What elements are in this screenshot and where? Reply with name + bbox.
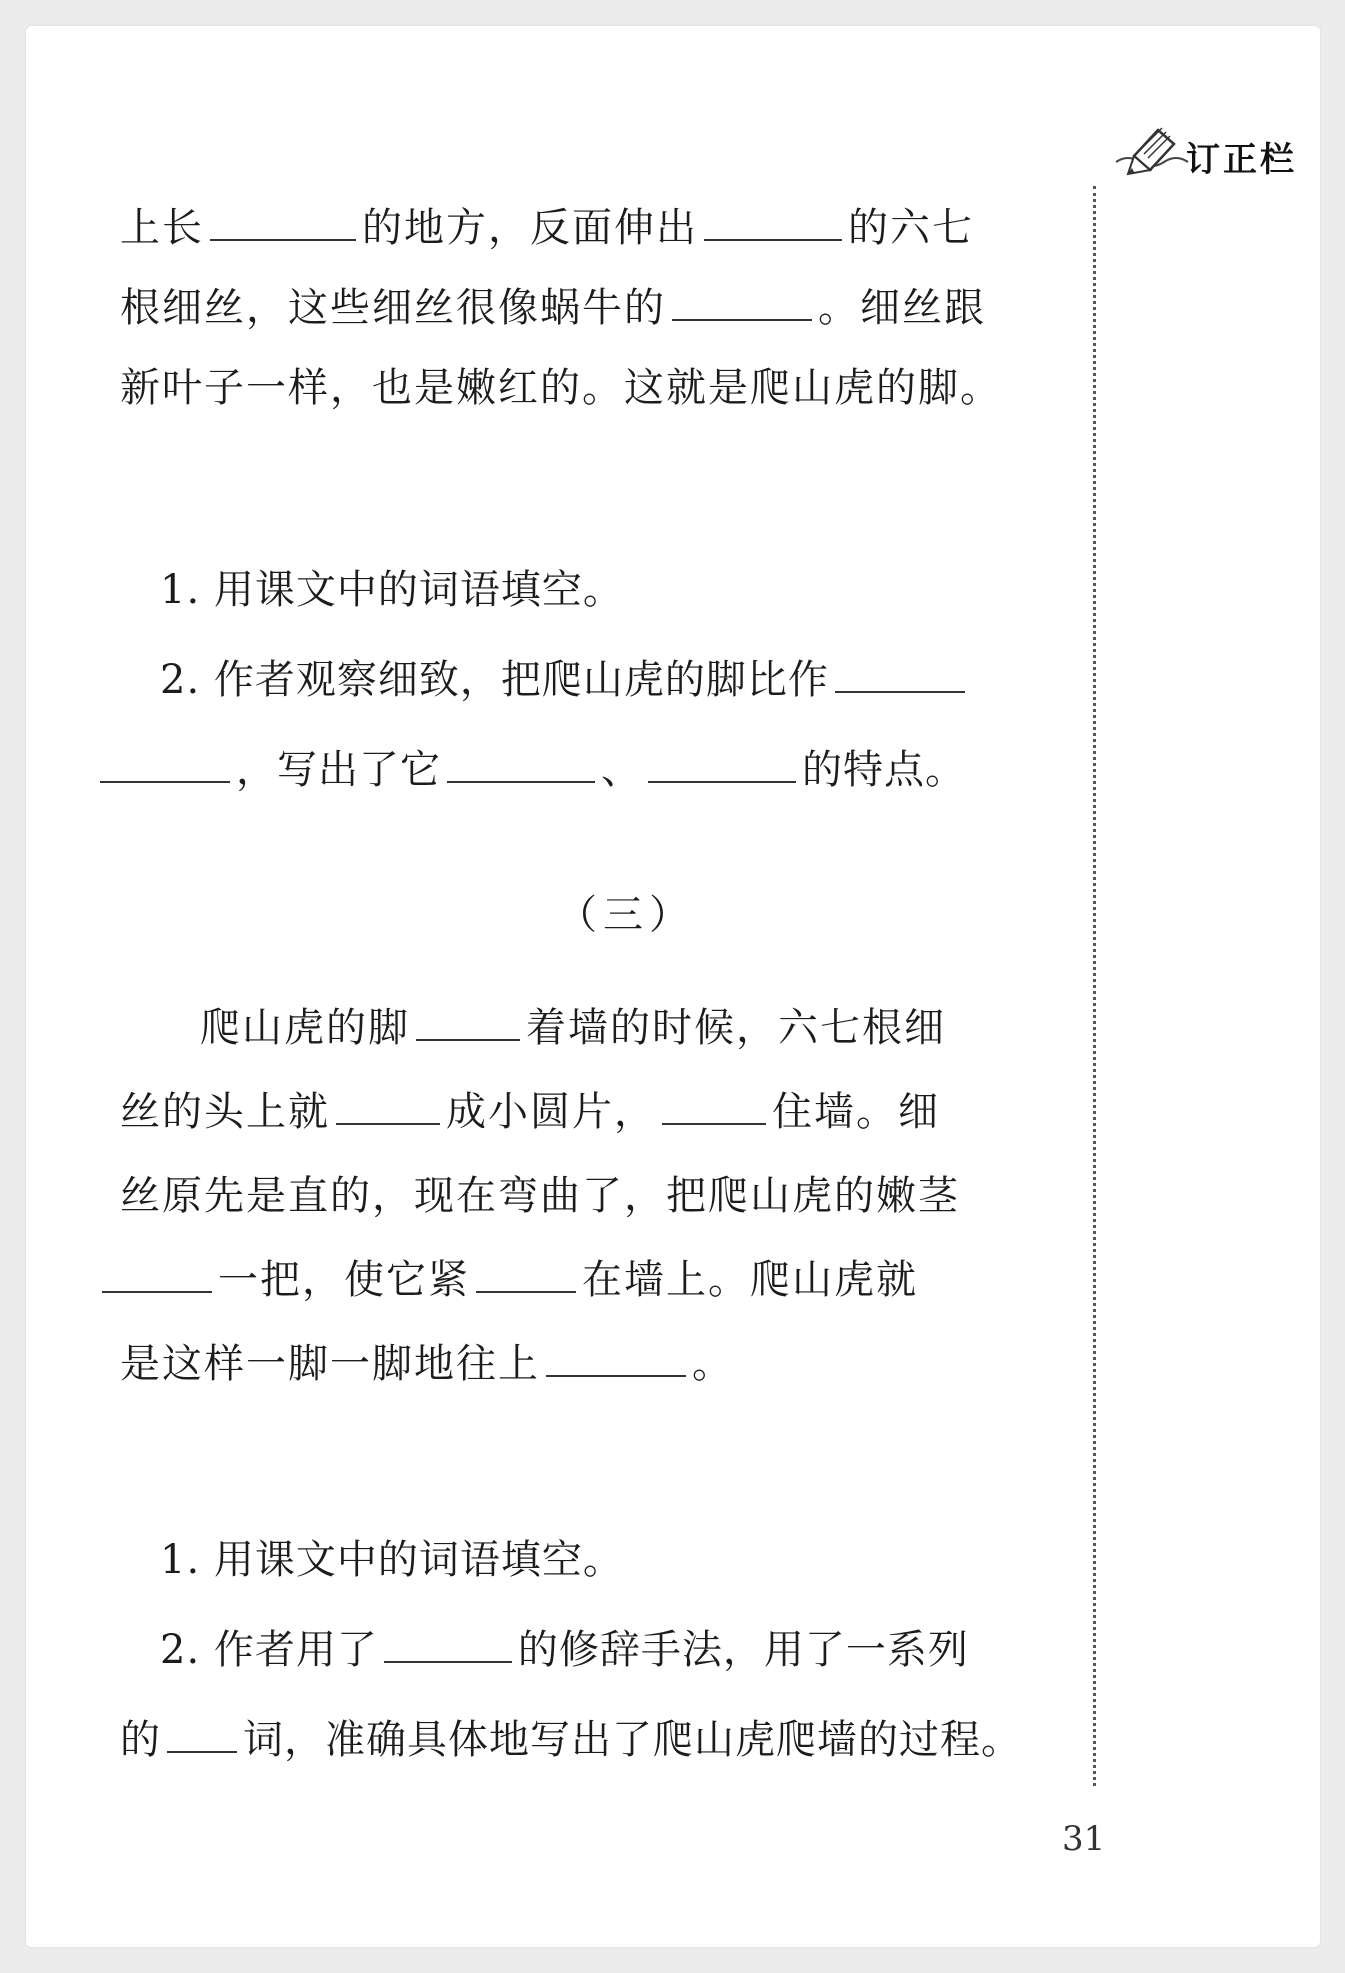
passage-text: 在墙上。爬山虎就: [582, 1257, 918, 1303]
passage-text: 。细丝跟: [818, 285, 986, 331]
question-text: 2. 作者用了: [160, 1627, 378, 1673]
answer-blank[interactable]: [384, 1627, 512, 1663]
passage-text: 是这样一脚一脚地往上: [120, 1341, 540, 1387]
answer-blank[interactable]: [210, 205, 356, 241]
passage-text: 上长: [120, 205, 204, 251]
answer-blank[interactable]: [662, 1089, 766, 1125]
worksheet-page: [26, 26, 1320, 1947]
passage-text: 的六七: [848, 205, 974, 251]
passage-text: 爬山虎的脚: [200, 1005, 410, 1051]
passage-line: [120, 284, 986, 332]
passage-line: [120, 1340, 734, 1388]
question-2-continued: [120, 1716, 1022, 1764]
answer-blank[interactable]: [100, 747, 230, 783]
answer-blank[interactable]: [102, 1257, 212, 1293]
passage-text: 住墙。细: [772, 1089, 940, 1135]
correction-column-label: 订正栏: [1186, 140, 1297, 180]
answer-blank[interactable]: [546, 1341, 686, 1377]
question-text: 词，准确具体地写出了爬山虎爬墙的过程。: [243, 1717, 1022, 1763]
question-1: [160, 566, 624, 614]
passage-text: 着墙的时候，六七根细: [526, 1005, 946, 1051]
question-text: 的: [120, 1717, 161, 1763]
passage-text: 一把，使它紧: [218, 1257, 470, 1303]
correction-column-divider: [1093, 186, 1096, 1786]
question-text: 的修辞手法，用了一系列: [517, 1627, 969, 1673]
passage-text: 的地方，反面伸出: [362, 205, 698, 251]
question-text: 2. 作者观察细致，把爬山虎的脚比作: [160, 657, 829, 703]
passage-line: [120, 1088, 940, 1136]
passage-text: 根细丝，这些细丝很像蜗牛的: [120, 285, 666, 331]
answer-blank[interactable]: [835, 657, 965, 693]
question-text: ，写出了它: [236, 747, 441, 793]
passage-text: 新叶子一样，也是嫩红的。这就是爬山虎的脚。: [120, 365, 1002, 411]
passage-line: [120, 1172, 960, 1220]
answer-blank[interactable]: [704, 205, 842, 241]
section-title: （三）: [557, 892, 695, 938]
page-number: 31: [1062, 1819, 1106, 1859]
passage-text: 丝原先是直的，现在弯曲了，把爬山虎的嫩茎: [120, 1173, 960, 1219]
answer-blank[interactable]: [476, 1257, 576, 1293]
answer-blank[interactable]: [416, 1005, 520, 1041]
answer-blank[interactable]: [447, 747, 595, 783]
question-text: 的特点。: [802, 747, 966, 793]
passage-text: 丝的头上就: [120, 1089, 330, 1135]
passage-line: [200, 1004, 946, 1052]
answer-blank[interactable]: [672, 285, 812, 321]
passage-text: 。: [692, 1341, 734, 1387]
passage-line: [120, 204, 974, 252]
question-text: 、: [601, 747, 642, 793]
pencil-icon: [1114, 118, 1194, 178]
answer-blank[interactable]: [648, 747, 796, 783]
passage-line: [120, 364, 1002, 412]
question-text: 1. 用课文中的词语填空。: [160, 567, 624, 613]
question-2: [160, 656, 971, 704]
passage-line: [96, 1256, 918, 1304]
passage-text: 成小圆片，: [446, 1089, 656, 1135]
question-text: 1. 用课文中的词语填空。: [160, 1537, 624, 1583]
answer-blank[interactable]: [336, 1089, 440, 1125]
correction-column-header: [1114, 118, 1334, 178]
question-2: [160, 1626, 969, 1674]
answer-blank[interactable]: [167, 1717, 237, 1753]
question-1: [160, 1536, 624, 1584]
question-2-continued: [94, 746, 966, 794]
